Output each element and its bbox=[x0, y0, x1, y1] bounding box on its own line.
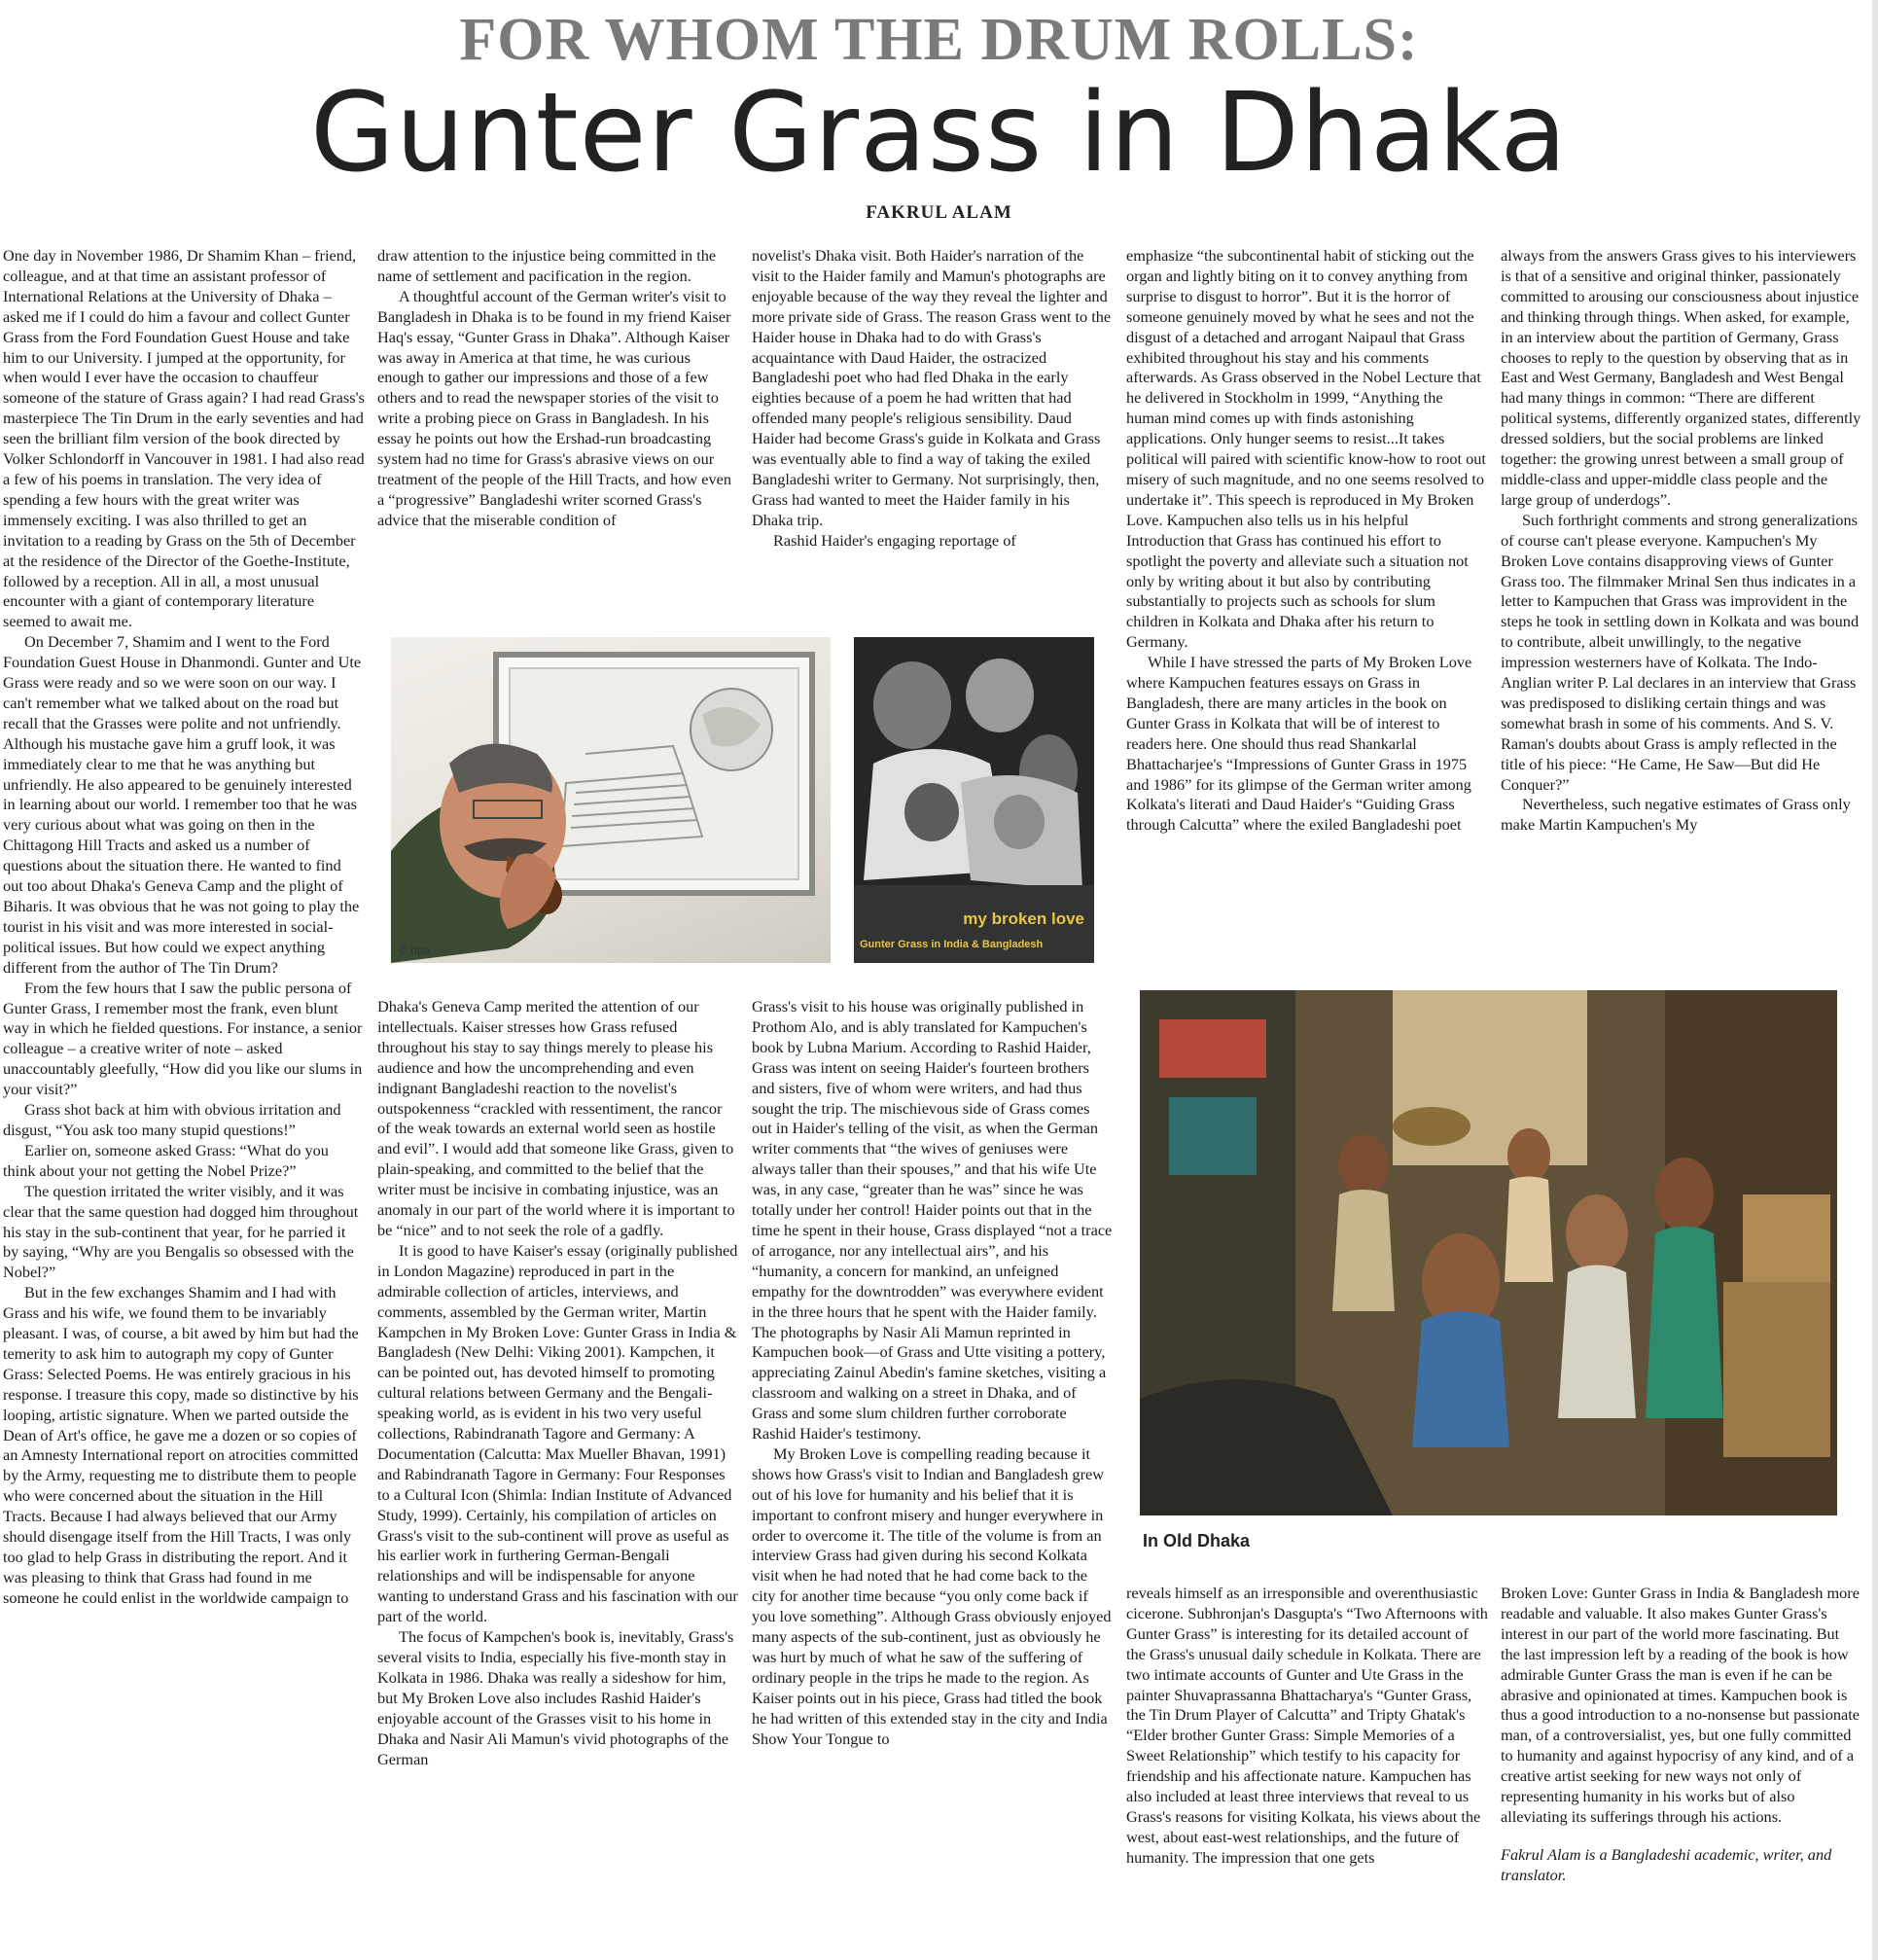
paragraph: Nevertheless, such negative estimates of Grass only make Martin Kampuchen's My bbox=[1501, 795, 1851, 835]
photo-book-cover bbox=[854, 637, 1094, 963]
street-scene-illustration bbox=[1140, 990, 1837, 1515]
paragraph: Rashid Haider's engaging reportage of bbox=[773, 530, 1016, 550]
column-3-bottom bbox=[752, 997, 1114, 1960]
paragraph: It is good to have Kaiser's essay (originally published in London Magazine) reproduced in part in the admirable collection of articles, interviews, and comments, assembled by the German writer, Martin Kampchen in My Broken Love: Gunter Grass in India & Bangladesh (New Delhi: Viking 2001). Kampchen, it can be pointed out, has devoted himself to promoting cultural relations between Germany and the Bengali-speaking world, as is evident in his two very useful collections, Rabindranath Tagore and Germany: A Documentation (Calcutta: Max Mueller Bhavan, 1991) and Rabindranath Tagore in Germany: Four Responses to a Cultural Icon (Shimla: Indian Institute of Advanced Study, 1999). Certainly, his compilation of articles on Grass's visit to the sub-continent will prove as useful as his earlier work in furthering German-Bengali relationships and will be indispensable for anyone wanting to understand Grass and his fascination with our part of the world. bbox=[377, 1240, 738, 1626]
column-2-top bbox=[377, 246, 739, 625]
paragraph: reveals himself as an irresponsible and overenthusiastic cicerone. Subhronjan's Dasgupta's “Two Afternoons with Gunter Grass” is interesting for its detailed account of the Grass's unusual daily schedule in Kolkata. There are two intimate accounts of Gunter and Ute Grass in the painter Shuvaprassanna Bhattacharya's “Gunter Grass, the Tin Drum Player of Calcutta” and Tripty Ghatak's “Elder brother Gunter Grass: Simple Memories of a Sweet Relationship” which testify to his capacity for friendship and his affectionate nature. Kampuchen has also included at least three interviews that reveal to us Grass's reasons for visiting Kolkata, his views about the west, about east-west relationships, and the future of humanity. The impression that one gets bbox=[1126, 1584, 1488, 1867]
byline: FAKRUL ALAM bbox=[866, 202, 1012, 223]
paragraph: draw attention to the injustice being committed in the name of settlement and pacification in the region. bbox=[377, 246, 717, 285]
paragraph: Grass shot back at him with obvious irritation and disgust, “You ask too many stupid questions!” bbox=[3, 1100, 341, 1139]
paragraph: The question irritated the writer visibly, and it was clear that the same question had dogged him throughout his stay in the sub-continent that year, for he parried it by saying, “Why are you Bengalis so obsessed with the Nobel?” bbox=[3, 1181, 359, 1282]
column-5-top bbox=[1501, 246, 1862, 966]
paragraph: One day in November 1986, Dr Shamim Khan – friend, colleague, and at that time an assistant professor of International Relations at the University of Dhaka – asked me if I could do him a favour and collect Gunter Grass from the Ford Foundation Guest House and take him to our University. I jumped at the opportunity, for when would I ever have the occasion to chauffeur someone of the stature of Grass again? I had read Grass's masterpiece The Tin Drum in the early seventies and had seen the brilliant film version of the book directed by Volker Schlondorff in Vancouver in 1981. I had also read a few of his poems in translation. The very idea of spending a few hours with the great writer was immensely exciting. I was also thrilled to get an invitation to a reading by Grass on the 5th of December at the residence of the Director of the Goethe-Institute, followed by a reception. All in all, a most unusual encounter with a giant of contemporary literature seemed to await me. bbox=[3, 246, 365, 631]
portrait-illustration bbox=[391, 637, 831, 963]
column-1 bbox=[3, 246, 365, 1958]
column-2-bottom bbox=[377, 997, 739, 1960]
paragraph: Earlier on, someone asked Grass: “What do you think about your not getting the Nobel Prize?” bbox=[3, 1140, 329, 1180]
paragraph: A thoughtful account of the German writer's visit to Bangladesh in Dhaka is to be found in my friend Kaiser Haq's essay, “Gunter Grass in Dhaka”. Although Kaiser was away in America at that time, he was curious enough to gather our impressions and those of a few others and to read the newspaper stories of the visit to write a probing piece on Grass in Bangladesh. In his essay he points out how the Ershad-run broadcasting system had no time for Grass's abrasive views on our treatment of the people of the Hill Tracts, and how even a “progressive” Bangladeshi writer scorned Grass's advice that the miserable condition of bbox=[377, 286, 731, 529]
paragraph: From the few hours that I saw the public persona of Gunter Grass, I remember most the frank, even blunt way in which he fielded questions. For instance, a senior colleague – a creative writer of note – asked unaccountably gleefully, “How did you like our slums in your visit?” bbox=[3, 978, 363, 1099]
paragraph: On December 7, Shamim and I went to the Ford Foundation Guest House in Dhanmondi. Gunter and Ute Grass were ready and so we were soon on our way. I can't remember what we talked about on the road but recall that the Grasses were polite and not unfriendly. Although his mustache gave him a gruff look, it was immediately clear to me that he was anything but unfriendly. He also appeared to be genuinely interested in learning about our world. I remember too that he was very curious about what was going on then in the Chittagong Hill Tracts and asked us a number of questions about the situation there. He wanted to find out too about Dhaka's Geneva Camp and the plight of Biharis. It was obvious that he was not going to play the tourist in his visit and was more interested in social-political issues. But how could we expect anything different from the author of The Tin Drum? bbox=[3, 632, 362, 977]
kicker: FOR WHOM THE DRUM ROLLS: bbox=[459, 7, 1419, 73]
column-4-bottom bbox=[1126, 1584, 1488, 1960]
headline: Gunter Grass in Dhaka bbox=[309, 70, 1569, 196]
photo-grass-with-pipe bbox=[391, 637, 831, 963]
paragraph: The focus of Kampchen's book is, inevitably, Grass's several visits to India, especially his five-month stay in Kolkata in 1986. Dhaka was really a sideshow for him, but My Broken Love also includes Rashid Haider's enjoyable account of the Grasses visit to his home in Dhaka and Nasir Ali Mamun's vivid photographs of the German bbox=[377, 1627, 734, 1768]
column-4-top bbox=[1126, 246, 1488, 966]
author-bio: Fakrul Alam is a Bangladeshi academic, writer, and translator. bbox=[1501, 1844, 1832, 1884]
paragraph: Broken Love: Gunter Grass in India & Bangladesh more readable and valuable. It also makes Gunter Grass's interest in our part of the world more fascinating. But the last impression left by a reading of the book is how admirable Gunter Grass the man is even if he can be abrasive and opinionated at times. Kampuchen book is thus a good introduction to a no-nonsense but passionate man, of a controversialist, yes, but one fully committed to humanity and against hypocrisy of any kind, and of a creative artist seeking for new ways not only of representing humanity in his works but of also alleviating its sufferings through his actions. bbox=[1501, 1584, 1860, 1826]
paragraph: Grass's visit to his house was originally published in Prothom Alo, and is ably translated for Kampuchen's book by Lubna Marium. According to Rashid Haider, Grass was intent on seeing Haider's fourteen brothers and sisters, five of whom were writers, and had thus sought the trip. The mischievous side of Grass comes out in Haider's telling of the visit, as when the German writer comments that “the wives of geniuses were always taller than their spouses,” and that his wife Ute was, in any case, “greater than he was” since he was totally under her control! Haider points out that in the time he spent in their house, Grass displayed “not a trace of arrogance, nor any intellectual airs”, and his “humanity, a concern for mankind, an unfeigned empathy for the downtrodden” was everywhere evident in the three hours that he spent with the Haider family. The photographs by Nasir Ali Mamun reprinted in Kampuchen book—of Grass and Utte visiting a pottery, appreciating Zainul Abedin's famine sketches, visiting a classroom and walking on a street in Dhaka, and of Grass and some slum children further corroborate Rashid Haider's testimony. bbox=[752, 997, 1113, 1443]
paragraph: Such forthright comments and strong generalizations of course can't please everyone. Kampuchen's My Broken Love contains disapproving views of Gunter Grass too. The filmmaker Mrinal Sen thus indicates in a letter to Kampuchen that Grass was improvident in the steps he took in settling down in Kolkata and was bound to contribute, albeit unwillingly, to the negative impression westerners have of Kolkata. The Indo-Anglian writer P. Lal declares in an interview that Grass was predisposed to disliking certain things and was somewhat brash in some of his comments. And S. V. Raman's doubts about Grass is amply reflected in the title of his piece: “He Came, He Saw—But did He Conquer?” bbox=[1501, 510, 1860, 794]
paragraph: My Broken Love is compelling reading because it shows how Grass's visit to Indian and Bangladesh grew out of his love for humanity and his belief that it is important to confront misery and hunger everywhere in order to overcome it. The title of the volume is from an interview Grass had given during his second Kolkata visit when he had noted that he had come back to the city for another time because “you only come back if you love something”. Although Grass obviously enjoyed many aspects of the sub-continent, just as obviously he was hurt by much of what he saw of the suffering of ordinary people in the trips he made to the region. As Kaiser points out in his piece, Grass had titled the book he had written of this extended stay in the city and India Show Your Tongue to bbox=[752, 1443, 1112, 1748]
page-edge bbox=[1872, 0, 1878, 1960]
photo-caption: In Old Dhaka bbox=[1143, 1531, 1251, 1550]
paragraph: always from the answers Grass gives to his interviewers is that of a sensitive and original thinker, passionately committed to arousing our consciousness about injustice and thinking through things. When asked, for example, in an interview about the partition of Germany, Grass chooses to reply to the question by observing that as in East and West Germany, Bangladesh and West Bengal had many things in common: “There are different political systems, differently organized states, differently dressed soldiers, but the social problems are linked together: the growing unrest between a small group of middle-class and upper-middle class people and the large group of underdogs”. bbox=[1501, 246, 1861, 509]
book-cover-title: my broken love bbox=[963, 909, 1084, 928]
column-3-top bbox=[752, 246, 1114, 625]
paragraph: Dhaka's Geneva Camp merited the attention of our intellectuals. Kaiser stresses how Grass refused throughout his stay to say things merely to please his audience and how the uncomprehending and even indignant Bangladeshi reaction to the novelist's outspokenness “crackled with ressentiment, the rancor of the weak towards an external world seen as hostile and evil”. I would add that someone like Grass, given to plain-speaking, and committed to the belief that the writer must be incisive in combating injustice, was an anomaly in our part of the world where it is important to be “nice” and to not seek the role of a gadfly. bbox=[377, 997, 735, 1239]
paragraph: While I have stressed the parts of My Broken Love where Kampuchen features essays on Grass in Bangladesh, there are many articles in the book on Gunter Grass in Kolkata that will be of interest to readers here. One should thus read Shankarlal Bhattacharjee's “Impressions of Gunter Grass in 1975 and 1986” for its glimpse of the German writer among Kolkata's literati and Daud Haider's “Guiding Grass through Calcutta” where the exiled Bangladeshi poet bbox=[1126, 653, 1472, 835]
paragraph: novelist's Dhaka visit. Both Haider's narration of the visit to the Haider family and Mamun's photographs are enjoyable because of the way they reveal the lighter and more private side of Grass. The reason Grass went to the Haider house in Dhaka had to do with Grass's acquaintance with Daud Haider, the ostracized Bangladeshi poet who had fled Dhaka in the early eighties because of a poem he had written that had offended many people's religious sensibility. Daud Haider had become Grass's guide in Kolkata and Grass was eventually able to find a way of taking the exiled Bangladeshi writer to Germany. Not surprisingly, then, Grass had wanted to meet the Haider family in his Dhaka trip. bbox=[752, 246, 1112, 529]
book-cover-subtitle: Gunter Grass in India & Bangladesh bbox=[860, 939, 1044, 950]
column-5-bottom bbox=[1501, 1584, 1862, 1960]
paragraph: emphasize “the subcontinental habit of sticking out the organ and lightly biting on it to convey anything from surprise to disgust to horror”. But it is the horror of someone genuinely moved by what he sees and not the disgust of a detached and arrogant Naipaul that Grass exhibited throughout his stay and his comments afterwards. As Grass observed in the Nobel Lecture that he delivered in Stockholm in 1999, “Anything the human mind comes up with finds astonishing applications. Only hunger seems to resist...It takes political will paired with scientific know-how to root out misery of such magnitude, and no one seems resolved to undertake it”. This speech is reproduced in My Broken Love. Kampuchen also tells us in his helpful Introduction that Grass has continued his effort to spotlight the poverty and alleviate such a situation not only by writing about it but also by contributing substantially to projects such as schools for slum children in Kolkata and Dhaka after his return to Germany. bbox=[1126, 246, 1486, 652]
paragraph: But in the few exchanges Shamim and I had with Grass and his wife, we found them to be invariably pleasant. I was, of course, a bit awed by him but had the temerity to ask him to autograph my copy of Gunter Grass: Selected Poems. He was entirely gracious in his response. I treasure this copy, made so distinctive by his looping, artistic signature. When we parted outside the Dean of Art's office, he gave me a dozen or so copies of an Amnesty International report on atrocities committed by the Army, requesting me to distribute them to people who were concerned about the situation in the Hill Tracts. Because I had always believed that our Army should disengage itself from the Hill Tracts, I was only too glad to help Grass in distributing the report. And it was pleasing to think that Grass had found in me someone he could enlist in the worldwide campaign to bbox=[3, 1283, 359, 1607]
photo-old-dhaka-street bbox=[1140, 990, 1837, 1515]
photo-credit: © dpa bbox=[399, 944, 431, 957]
